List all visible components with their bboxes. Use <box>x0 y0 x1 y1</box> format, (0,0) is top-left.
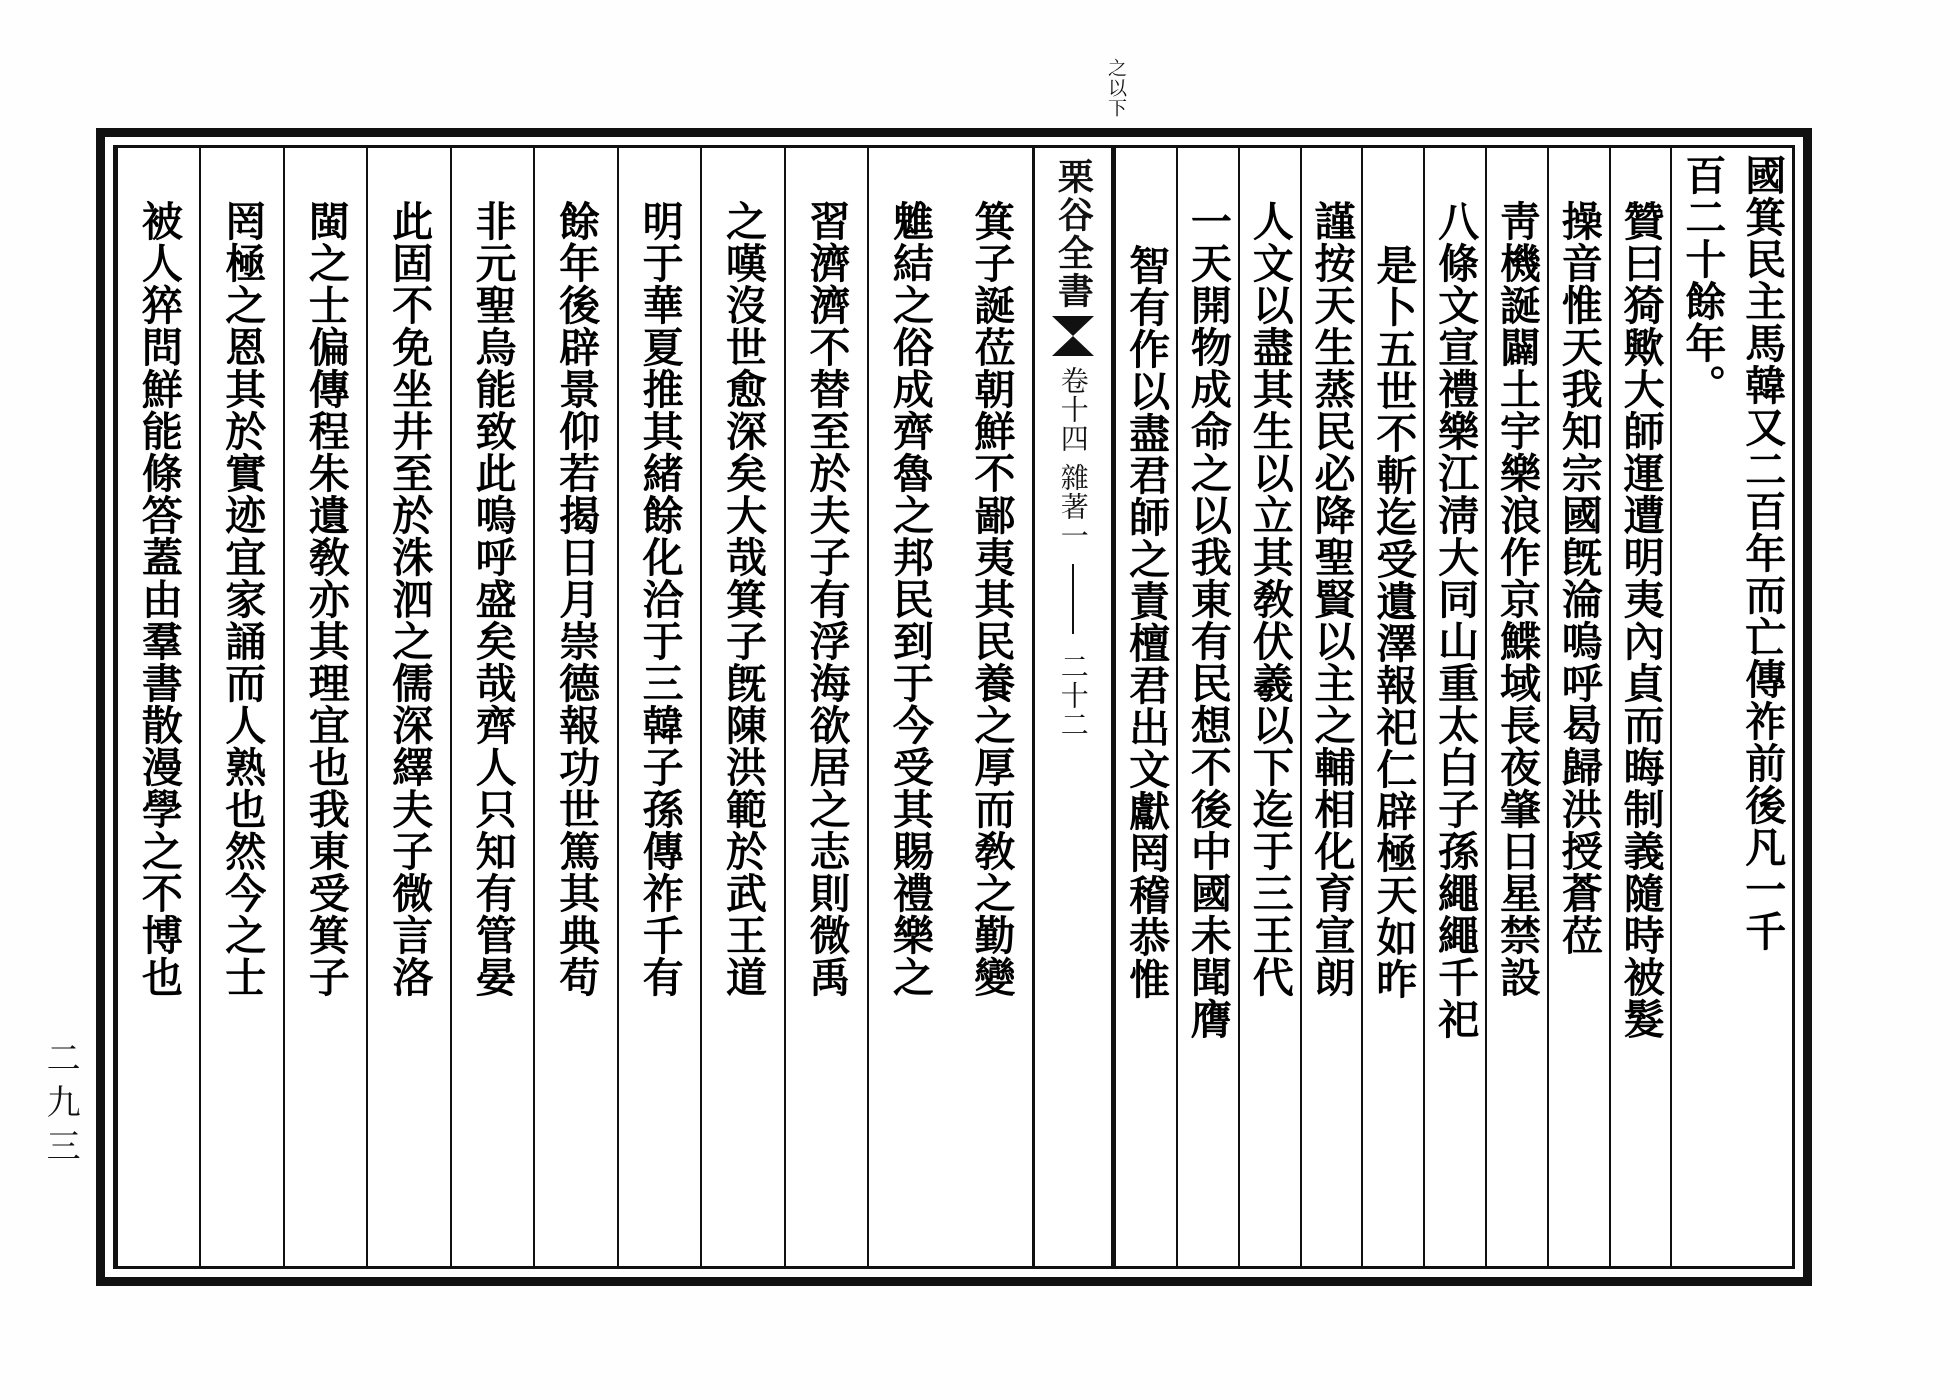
book-title: 栗谷全書 <box>1052 158 1095 310</box>
top-margin-note <box>1085 58 1125 118</box>
text-column <box>700 148 783 1266</box>
column-text: 是卜五世不斬迄受遺澤報祀仁辟極天如昨 <box>1369 244 1418 1000</box>
column-text: 八條文宣禮樂江淸大同山重太白子孫繩繩千祀 <box>1431 200 1480 1040</box>
column-text: 一天開物成命之以我東有民想不後中國未聞膺 <box>1183 200 1232 1040</box>
column-text: 百二十餘年。 <box>1678 154 1727 406</box>
text-column <box>1176 148 1238 1266</box>
text-column <box>366 148 449 1266</box>
text-column <box>1485 148 1547 1266</box>
text-column <box>1670 148 1732 1266</box>
text-column <box>1300 148 1362 1266</box>
text-column <box>283 148 366 1266</box>
column-text: 習濟濟不替至於夫子有浮海欲居之志則微禹 <box>802 200 851 998</box>
column-text: 謹按天生蒸民必降聖賢以主之輔相化育宣朗 <box>1307 200 1356 998</box>
text-column <box>533 148 616 1266</box>
section-label: 雜著一 <box>1056 463 1090 550</box>
text-column <box>617 148 700 1266</box>
column-text: 此固不免坐井至於洙泗之儒深繹夫子微言洛 <box>385 200 434 998</box>
text-column <box>1238 148 1300 1266</box>
text-columns-left <box>116 148 1032 1266</box>
column-text: 之嘆沒世愈深矣大哉箕子旣陳洪範於武王道 <box>719 200 768 998</box>
column-text: 非元聖烏能致此嗚呼盛矣哉齊人只知有管晏 <box>468 200 517 998</box>
text-column <box>116 148 199 1266</box>
text-column <box>1547 148 1609 1266</box>
text-column <box>199 148 282 1266</box>
page-number: 二九三 <box>40 1040 81 1172</box>
column-text: 靑機誕闢土宇樂浪作京鰈域長夜肇日星禁設 <box>1492 200 1541 998</box>
text-column <box>867 148 950 1266</box>
text-columns-right <box>1114 148 1792 1266</box>
text-column <box>1609 148 1671 1266</box>
volume-label: 卷十四 <box>1056 366 1090 453</box>
text-column <box>951 148 1032 1266</box>
column-text: 人文以盡其生以立其敎伏羲以下迄于三王代 <box>1245 200 1294 998</box>
column-text: 國箕民主馬韓又二百年而亡傳祚前後凡一千 <box>1738 154 1787 952</box>
column-text: 魋結之俗成齊魯之邦民到于今受其賜禮樂之 <box>885 200 934 998</box>
text-block-frame <box>96 128 1812 1286</box>
fish-tail-icon <box>1052 316 1094 356</box>
column-text: 被人猝問鮮能條答蓋由羣書散漫學之不博也 <box>134 200 183 998</box>
column-text: 贊曰猗歟大師運遭明夷內貞而晦制義隨時被髮 <box>1616 200 1665 1040</box>
text-column <box>450 148 533 1266</box>
column-text: 閩之士偏傳程朱遺敎亦其理宜也我東受箕子 <box>301 200 350 998</box>
center-divider <box>1072 564 1074 634</box>
folio-number: 二十二 <box>1056 652 1090 739</box>
top-margin-note-line-1: 之以下 <box>1105 58 1127 118</box>
text-column <box>1423 148 1485 1266</box>
text-column <box>1361 148 1423 1266</box>
column-text: 明于華夏推其緒餘化洽于三韓子孫傳祚千有 <box>635 200 684 998</box>
column-text: 箕子誕莅朝鮮不鄙夷其民養之厚而敎之勤變 <box>967 200 1016 998</box>
text-column <box>1732 148 1792 1266</box>
column-text: 罔極之恩其於實迹宜家誦而人熟也然今之士 <box>218 200 267 998</box>
column-text: 操音惟天我知宗國旣淪嗚呼曷歸洪授蒼莅 <box>1554 200 1603 956</box>
text-column <box>1114 148 1176 1266</box>
text-block-inner-rule <box>113 145 1795 1269</box>
column-text: 餘年後辟景仰若揭日月崇德報功世篤其典苟 <box>552 200 601 998</box>
text-column <box>784 148 867 1266</box>
column-text: 智有作以盡君師之責檀君出文獻罔稽恭惟 <box>1122 244 1171 1000</box>
center-fold-strip <box>1032 148 1114 1266</box>
